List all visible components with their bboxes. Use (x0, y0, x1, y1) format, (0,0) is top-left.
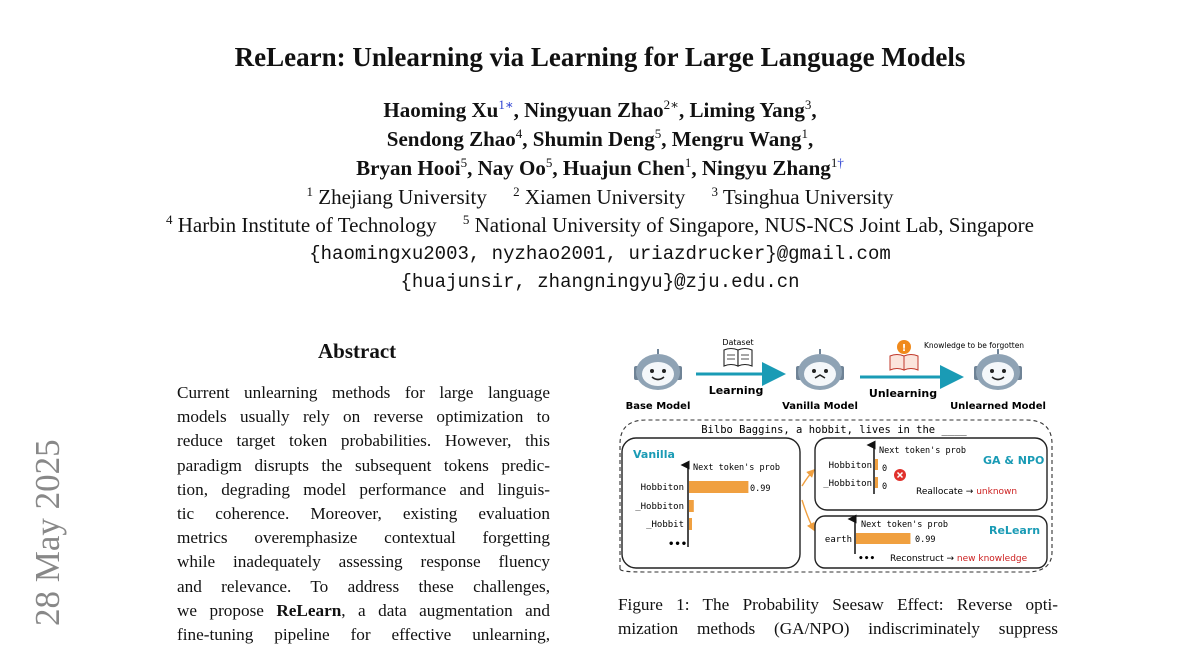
vanilla-axis-label: Next token's prob (693, 463, 780, 473)
vanilla-token-2: _Hobbit (646, 520, 684, 530)
learning-label: Learning (708, 384, 764, 397)
author-name: Haoming Xu (383, 98, 499, 122)
relearn-value-label: 0.99 (915, 535, 936, 545)
arxiv-date: 28 May 2025 (28, 439, 67, 626)
author-name: Nay Oo (477, 156, 546, 180)
author-name: Huajun Chen (562, 156, 685, 180)
relearn-axis-label: Next token's prob (861, 520, 948, 530)
vanilla-token-0: Hobbiton (640, 483, 684, 493)
dataset-label: Dataset (722, 338, 754, 347)
ga-token-0: Hobbiton (828, 461, 872, 471)
vanilla-bar-2 (689, 518, 692, 530)
unlearned-model-robot-icon (974, 349, 1022, 390)
relearn-action: Reconstruct → new knowledge (890, 554, 1028, 564)
ga-axis-label: Next token's prob (879, 446, 966, 456)
ga-token-1: _Hobbiton (823, 479, 872, 489)
warning-book-icon (890, 340, 918, 370)
author-name: Shumin Deng (532, 127, 655, 151)
vanilla-value-label: 0.99 (750, 484, 771, 494)
vanilla-bar-1 (689, 500, 694, 512)
vanilla-model-label: Vanilla Model (782, 401, 858, 412)
book-icon (724, 349, 752, 367)
vanilla-more: ••• (668, 539, 688, 550)
vanilla-bar-0 (689, 481, 748, 493)
prompt-text: Bilbo Baggins, a hobbit, lives in the ____ (701, 424, 967, 436)
vanilla-token-1: _Hobbiton (635, 502, 684, 512)
author-name: Mengru Wang (671, 127, 802, 151)
email-line-2: {huajunsir, zhangningyu}@zju.edu.cn (400, 271, 800, 293)
relearn-more: ••• (858, 554, 876, 564)
figure-1 (616, 334, 1056, 577)
to-ga-arrow (802, 470, 814, 486)
author-line-1: Haoming $Xu^{1∗}$, Ningyuan Zhao$^{2∗}$, Liming Yang$^3$, (383, 97, 817, 122)
author-name: Bryan Hooi (356, 156, 461, 180)
vanilla-model-robot-icon (796, 349, 844, 390)
abstract-body: Current unlearning methods for large language models usually rely on reverse optimization to reduce target token probabilities. However, this paradigm disrupts the subsequent tokens predic- tion, degrading model performance and linguis- tic coherence. Moreover, existing evaluation metrics overemphasize contextual forgetting while inadequately assessing response fluency and relevance. To address these challenges, we propose ReLearn, a data augmentation and fine-tuning pipeline for effective unlearning, (177, 383, 550, 645)
arxiv-stamp (10, 410, 90, 630)
ga-bar-0 (875, 459, 878, 470)
email-line-1: {haomingxu2003, nyzhao2001, uriazdrucker}@gmail.com (309, 243, 891, 265)
knowledge-label: Knowledge to be forgotten (924, 341, 1025, 350)
author-name: Ningyu Zhang (701, 156, 831, 180)
author-name: Sendong Zhao (386, 127, 516, 151)
unlearned-model-label: Unlearned Model (950, 401, 1046, 412)
affiliations-line-1: $^1$ Zhejiang University $^2$ Xiamen University $^3$ Tsinghua University (306, 184, 894, 209)
ga-value-1: 0 (882, 482, 888, 492)
error-x-icon (894, 469, 906, 481)
author-name: Ningyuan Zhao (524, 98, 664, 122)
vanilla-label: Vanilla (633, 448, 675, 461)
abstract-heading: Abstract (318, 339, 397, 363)
figure-caption: Figure 1: The Probability Seesaw Effect: Reverse opti- mization methods (GA/NPO) indiscriminately suppress (618, 595, 1058, 638)
relearn-term: ReLearn (276, 600, 342, 620)
author-name: Liming Yang (689, 98, 805, 122)
author-line-2: Sendong Zhao$^4$, Shumin Deng$^5$, Mengru Wang$^1$, (386, 126, 814, 151)
unlearning-label: Unlearning (868, 387, 938, 400)
relearn-label: ReLearn (989, 524, 1041, 537)
ga-bar-1 (875, 477, 878, 488)
ga-value-0: 0 (882, 464, 888, 474)
affiliations-line-2: $^4$ Harbin Institute of Technology $^5$ National University of Singapore, NUS-NCS Joint Lab, Singapore (166, 212, 1034, 237)
base-model-label: Base Model (625, 401, 691, 412)
relearn-token: earth (824, 535, 852, 545)
ga-action: Reallocate → unknown (916, 487, 1018, 497)
base-model-robot-icon (634, 349, 682, 390)
to-relearn-arrow (802, 500, 814, 530)
relearn-bar (856, 533, 910, 544)
ga-npo-label: GA & NPO (983, 454, 1045, 467)
svg-text:!: ! (901, 343, 907, 354)
paper-title: ReLearn: Unlearning via Learning for Large Language Models (234, 42, 966, 72)
author-line-3: Bryan Hooi$^5$, Nay Oo$^5$, Huajun Chen$^1$, Ningyu Zhang$^{1\dagger}$ (356, 155, 844, 180)
